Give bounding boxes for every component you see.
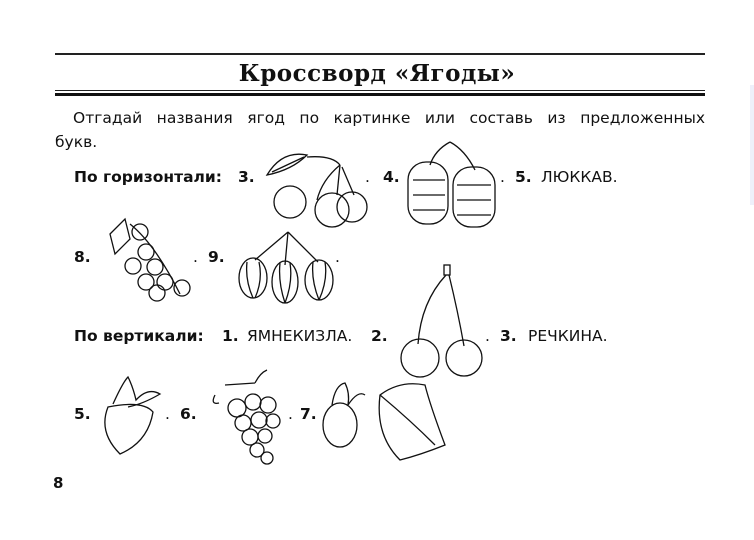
horizontal-label: По горизонтали: bbox=[74, 168, 222, 186]
header-rule-top bbox=[55, 53, 705, 55]
clue-v7-number: 7. bbox=[300, 405, 317, 423]
raspberry-with-leaf-icon bbox=[320, 375, 450, 465]
clue-h8-number: 8. bbox=[74, 248, 91, 266]
clue-v2-number: 2. bbox=[371, 327, 388, 345]
clue-v5-number: 5. bbox=[74, 405, 91, 423]
clue-v6-dot: . bbox=[288, 405, 293, 423]
currant-cluster-icon bbox=[100, 204, 195, 299]
clue-h5-anagram: ЛЮККАВ. bbox=[541, 168, 618, 186]
sweet-cherry-pair-icon bbox=[396, 262, 491, 380]
clue-h9-number: 9. bbox=[208, 248, 225, 266]
header-rule-bottom-thin bbox=[55, 90, 705, 91]
page-title: Кроссворд «Ягоды» bbox=[238, 60, 516, 87]
clue-h4-number: 4. bbox=[383, 168, 400, 186]
clue-h8-dot: . bbox=[193, 248, 198, 266]
mulberries-icon bbox=[405, 140, 500, 228]
clue-h4-dot: . bbox=[500, 168, 505, 186]
clue-v2-dot: . bbox=[485, 327, 490, 345]
clue-h3-number: 3. bbox=[238, 168, 255, 186]
strawberry-icon bbox=[98, 372, 166, 457]
clue-v5-dot: . bbox=[165, 405, 170, 423]
page-number: 8 bbox=[53, 474, 64, 492]
clue-v1-number: 1. bbox=[222, 327, 239, 345]
clue-h5-number: 5. bbox=[515, 168, 532, 186]
clue-v3-anagram: РЕЧКИНА. bbox=[528, 327, 608, 345]
clue-v3-number: 3. bbox=[500, 327, 517, 345]
gooseberries-icon bbox=[233, 230, 338, 305]
instruction-text: Отгадай названия ягод по картинке или составь из предложенных букв. bbox=[55, 109, 705, 151]
header-rule-bottom-thick bbox=[55, 93, 705, 96]
grapes-icon bbox=[205, 365, 295, 465]
page-edge-shadow bbox=[750, 85, 754, 205]
clue-h9-dot: . bbox=[335, 248, 340, 266]
clue-v1-anagram: ЯМНЕКИЗЛА. bbox=[247, 327, 353, 345]
clue-v6-number: 6. bbox=[180, 405, 197, 423]
vertical-label: По вертикали: bbox=[74, 327, 204, 345]
clue-h3-dot: . bbox=[365, 168, 370, 186]
cherries-with-leaf-icon bbox=[262, 145, 370, 235]
